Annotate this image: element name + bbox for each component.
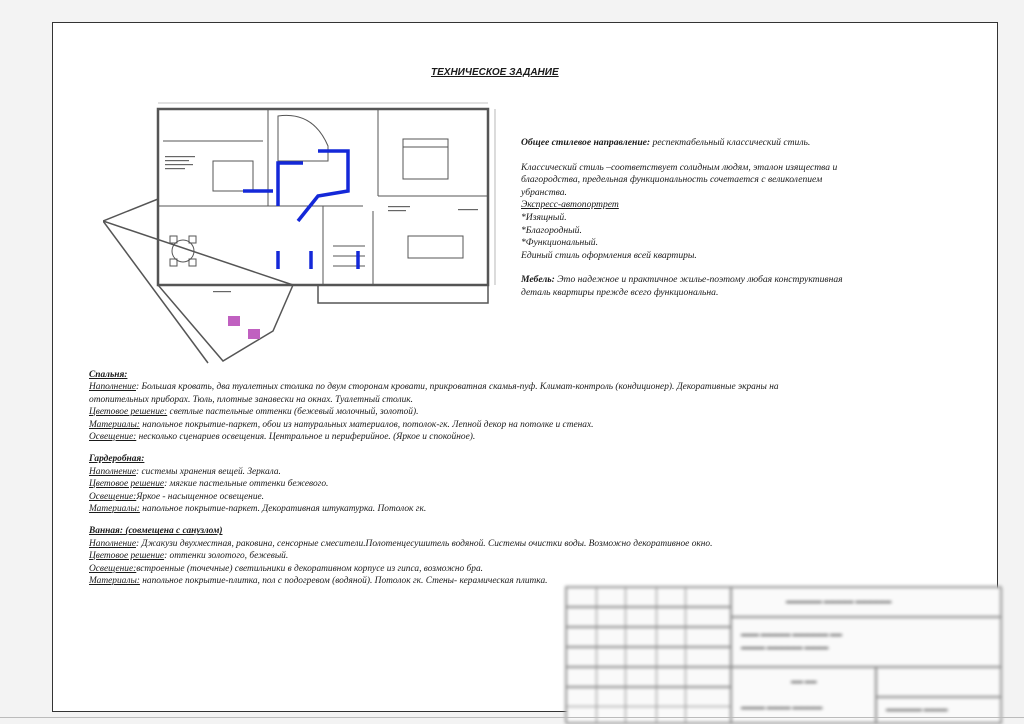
bedroom-fill-line-2: отопительных приборах. Тюль, плотные занавески на окнах. Туалетный столик. [89, 394, 413, 405]
wardrobe-light-value: Яркое - насыщенное освещение. [136, 491, 265, 502]
trait-3: *Функциональный. [521, 237, 598, 249]
bedroom-fill-label: Наполнение [89, 382, 136, 393]
room-sections [89, 369, 919, 588]
bathroom-color-value: : оттенки золотого, бежевый. [164, 551, 289, 562]
classic-line-1: Классический стиль –соответствует солидным людям, эталон изящества и [521, 161, 838, 173]
plan-bed [403, 139, 448, 179]
wardrobe-color-value: : мягкие пастельные оттенки бежевого. [164, 479, 329, 490]
wardrobe-color [89, 478, 919, 490]
bedroom-color [89, 406, 919, 418]
bathroom-materials-value: напольное покрытие-плитка, пол с подогревом (водяной). Потолок гк. Стены- керамическая плитка. [139, 576, 548, 587]
unified-style-line: Единый стиль оформления всей квартиры. [521, 249, 697, 261]
bathroom-light-value: встроенные (точечные) светильники в декоративном корпусе из гипса, возможно бра. [136, 563, 483, 574]
wardrobe-materials-label: Материалы: [89, 504, 140, 515]
wardrobe-color-label: Цветовое решение [89, 479, 165, 490]
furniture-label: Мебель: [521, 274, 555, 286]
bedroom-fill-value: : Большая кровать, два туалетных столика по двум сторонам кровати, прикроватная скамья-пуф. Климат-контроль (кондиционер). Декоративные экраны на [136, 382, 779, 393]
bathroom-fill-label: Наполнение [89, 538, 136, 549]
trait-2: *Благородный. [521, 224, 582, 236]
wardrobe-fill-label: Наполнение [89, 466, 136, 477]
bedroom-materials-value: напольное покрытие-паркет, обои из натуральных материалов, потолок-гк. Лепной декор на потолке и стенах. [139, 419, 594, 430]
furniture-line-2: деталь квартиры прежде всего функциональна. [521, 286, 719, 298]
plan-accent-wall-bathroom [278, 163, 303, 206]
wardrobe-light-label: Освещение: [89, 491, 137, 502]
bedroom-materials-label: Материалы: [89, 419, 140, 430]
furniture-line-1 [521, 274, 921, 287]
bathroom-light-label: Освещение: [89, 563, 137, 574]
bedroom-light [89, 431, 919, 443]
bathroom-fill [89, 538, 919, 550]
general-style-label: Общее стилевое направление: [521, 137, 651, 148]
bathroom-light [89, 563, 919, 575]
bedroom-light-label: Освещение: [89, 432, 137, 443]
bedroom-materials [89, 419, 919, 431]
page-edge-line [0, 717, 1024, 718]
bedroom-title: Спальня: [89, 370, 128, 380]
general-style-value: респектабельный классический стиль. [650, 137, 811, 148]
plan-sofa [408, 236, 463, 258]
classic-line-3: убранства. [521, 186, 567, 198]
furniture-value: Это надежное и практичное жилье-поэтому любая конструктивная [554, 274, 843, 286]
trait-1: *Изящный. [521, 211, 567, 223]
document-sheet [52, 22, 998, 712]
express-portrait-label: Экспресс-автопортрет [521, 199, 619, 211]
plan-kitchen-appliance [228, 316, 240, 326]
bedroom-light-value: несколько сценариев освещения. Центральное и периферийное. (Яркое и спокойное). [136, 432, 476, 443]
wardrobe-fill-value: : системы хранения вещей. Зеркала. [136, 466, 281, 477]
bedroom-color-label: Цветовое решение: [89, 407, 168, 418]
bathroom-color [89, 550, 919, 562]
page-title: ТЕХНИЧЕСКОЕ ЗАДАНИЕ [431, 67, 559, 78]
general-style-line [521, 137, 921, 150]
bathroom-title: Ванная: (совмещена с санузлом) [89, 526, 223, 537]
bathroom-fill-value: : Джакузи двухместная, раковина, сенсорные смесители.Полотенцесушитель водяной. Системы очистки воды. Возможно декоративное окно. [136, 538, 713, 549]
wardrobe-title: Гардеробная: [89, 454, 145, 465]
classic-line-2: благородства, предельная функциональность сочетается с великолепием [521, 174, 823, 186]
bedroom-color-value: светлые пастельные оттенки (бежевый молочный, золотой). [167, 407, 419, 418]
wardrobe-light [89, 491, 919, 503]
plan-balcony [103, 199, 293, 361]
floor-plan-drawing [103, 101, 503, 365]
wardrobe-fill [89, 466, 919, 478]
wardrobe-materials-value: напольное покрытие-паркет. Декоративная штукатурка. Потолок гк. [139, 504, 427, 515]
wardrobe-materials [89, 503, 919, 515]
style-description [521, 137, 921, 300]
bathroom-color-label: Цветовое решение [89, 551, 165, 562]
title-block-stamp: ▬▬▬▬▬▬ ▬▬▬▬▬ ▬▬▬▬▬▬ ▬▬▬ ▬▬▬▬▬ ▬▬▬▬▬▬ ▬▬ ▬▬▬▬ ▬▬▬▬▬▬ ▬▬▬▬ ▬▬ ▬▬ ▬▬▬▬ ▬▬▬▬ ▬▬▬▬▬ ▬▬▬▬▬▬ ▬▬▬▬ [565, 586, 1001, 723]
bathroom-materials-label: Материалы: [89, 576, 140, 587]
bedroom-fill [89, 381, 919, 393]
